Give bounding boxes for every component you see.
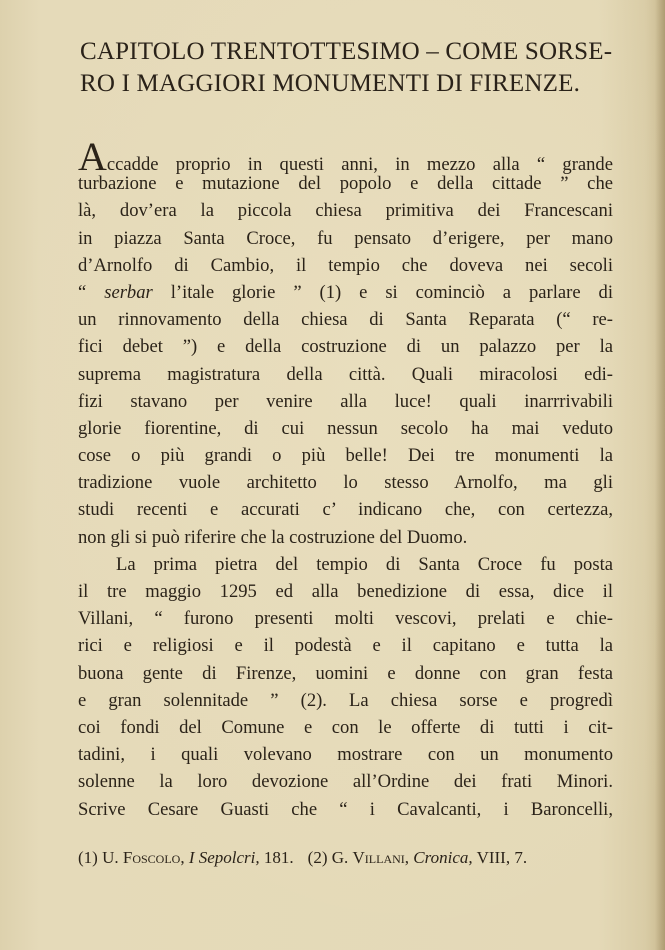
footnote-1 — [78, 848, 294, 867]
footnote-2-work: Cronica, — [413, 848, 473, 867]
footnote-2 — [308, 848, 527, 867]
italic-word: serbar — [104, 281, 153, 303]
chapter-title-line-1: CAPITOLO TRENTOTTESIMO – COME SORSE- — [80, 38, 613, 65]
text-line-content: ccadde proprio in questi anni, in mezzo alla “ grande — [106, 154, 613, 175]
footnote-1-work: I Sepolcri, — [188, 848, 260, 867]
footnote-1-ref: 181. — [263, 848, 294, 867]
text-line: là, dov’era la piccola chiesa primitiva dei Francescani — [78, 200, 613, 222]
body-text — [78, 134, 613, 823]
text-line: non gli si può riferire che la costruzione del Duomo. — [78, 526, 468, 548]
text-line: un rinnovamento della chiesa di Santa Reparata (“ re- — [78, 309, 613, 331]
text-line: rici e religiosi e il podestà e il capitano e tutta la — [78, 635, 613, 657]
text-line: buona gente di Firenze, uomini e donne con gran festa — [78, 662, 613, 684]
text-line: glorie fiorentine, di cui nessun secolo ha mai veduto — [78, 417, 613, 439]
text-line: e gran solennitade ” (2). La chiesa sorse e progredì — [78, 689, 613, 711]
text-line: studi recenti e accurati c’ indicano che, con certezza, — [78, 499, 613, 521]
text-line: Villani, “ furono presenti molti vescovi, prelati e chie- — [78, 608, 613, 630]
text-line: il tre maggio 1295 ed alla benedizione di essa, dice il — [78, 581, 613, 602]
text-line: suprema magistratura della città. Quali miracolosi edi- — [78, 363, 613, 385]
text-line: Scrive Cesare Guasti che “ i Cavalcanti, i Baroncelli, — [78, 798, 613, 820]
footnote-2-ref: VIII, 7. — [476, 848, 528, 867]
text-line: turbazione e mutazione del popolo e della cittade ” che — [78, 173, 613, 195]
text-line — [78, 279, 613, 306]
text-line — [78, 134, 613, 179]
text-line: fizi stavano per venire alla luce! quali inarrrivabili — [78, 390, 613, 412]
text-line: tradizione vuole architetto lo stesso Arnolfo, ma gli — [78, 472, 613, 494]
footnote-1-author: Foscolo, — [122, 848, 185, 867]
open-quote: “ — [78, 281, 105, 303]
chapter-title-line-2: RO I MAGGIORI MONUMENTI DI FIRENZE. — [80, 70, 581, 97]
text-line: d’Arnolfo di Cambio, il tempio che doveva nei secoli — [78, 254, 613, 276]
page-spine-shadow — [655, 0, 665, 950]
text-line-paragraph-start: La prima pietra del tempio di Santa Croce fu posta — [116, 553, 613, 575]
text-line: tadini, i quali volevano mostrare con un monumento — [78, 744, 613, 766]
drop-cap: A — [78, 134, 107, 179]
footnotes — [78, 846, 618, 870]
footnote-2-number: (2) G. — [307, 848, 353, 867]
footnote-2-author: Villani, — [352, 848, 410, 867]
text-line-content: l’itale glorie ” (1) e si cominciò a parlare di — [152, 281, 613, 303]
chapter-title — [80, 36, 620, 100]
text-line: fici debet ”) e della costruzione di un palazzo per la — [78, 336, 613, 358]
text-line: cose o più grandi o più belle! Dei tre monumenti la — [78, 445, 613, 467]
text-line: solenne la loro devozione all’Ordine dei frati Minori. — [78, 771, 613, 793]
text-line: in piazza Santa Croce, fu pensato d’erigere, per mano — [78, 227, 613, 249]
text-line: coi fondi del Comune e con le offerte di tutti i cit- — [78, 716, 613, 738]
footnote-1-number: (1) U. — [78, 848, 123, 867]
